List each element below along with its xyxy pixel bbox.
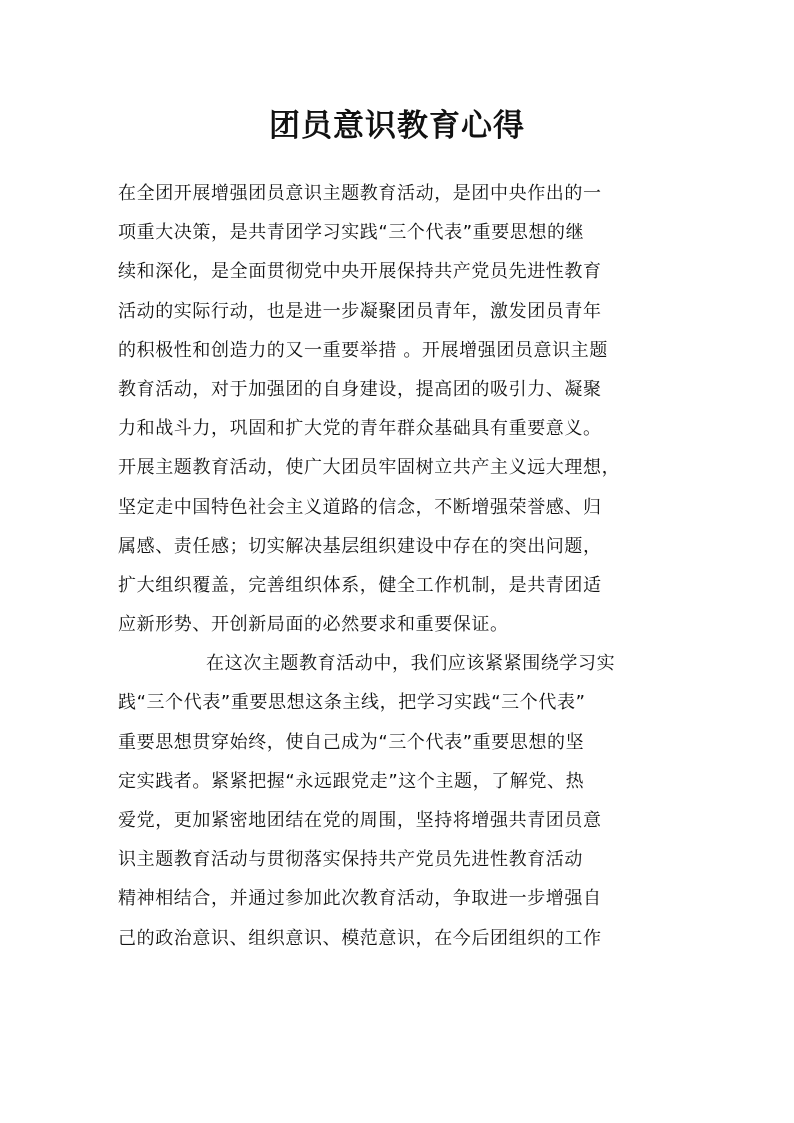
paragraph-start-line: 在这次主题教育活动中，我们应该紧紧围绕学习实 xyxy=(206,653,616,675)
body-line: 的积极性和创造力的又一重要举措 。开展增强团员意识主题 xyxy=(118,339,608,361)
body-line: 爱党，更加紧密地团结在党的周围，坚持将增强共青团员意 xyxy=(118,810,602,831)
body-line: 教育活动，对于加强团的自身建设，提高团的吸引力、凝聚 xyxy=(118,378,602,400)
body-line: 重要思想贯穿始终，使自己成为“三个代表”重要思想的坚 xyxy=(118,731,585,753)
body-line: 在全团开展增强团员意识主题教育活动，是团中央作出的一 xyxy=(118,183,602,204)
body-line: 续和深化，是全面贯彻党中央开展保持共产党员先进性教育 xyxy=(118,261,602,283)
body-line: 坚定走中国特色社会主义道路的信念，不断增强荣誉感、归 xyxy=(118,496,602,518)
body-line: 活动的实际行动，也是进一步凝聚团员青年，激发团员青年 xyxy=(118,300,602,322)
document-body xyxy=(118,174,688,958)
body-line: 践“三个代表”重要思想这条主线，把学习实践“三个代表” xyxy=(118,692,586,714)
body-line: 项重大决策，是共青团学习实践“三个代表”重要思想的继 xyxy=(118,222,585,244)
body-line: 应新形势、开创新局面的必然要求和重要保证。 xyxy=(118,614,509,636)
body-line: 定实践者。紧紧把握“永远跟党走”这个主题，了解党、热 xyxy=(118,770,585,792)
body-line: 精神相结合，并通过参加此次教育活动，争取进一步增强自 xyxy=(118,888,602,910)
body-line: 识主题教育活动与贯彻落实保持共产党员先进性教育活动 xyxy=(118,849,583,871)
body-line: 力和战斗力，巩固和扩大党的青年群众基础具有重要意义。 xyxy=(118,418,602,440)
document-title: 团员意识教育心得 xyxy=(269,108,525,144)
body-line: 开展主题教育活动，使广大团员牢固树立共产主义远大理想， xyxy=(118,457,621,479)
body-line: 属感、责任感；切实解决基层组织建设中存在的突出问题， xyxy=(118,535,602,557)
body-line: 己的政治意识、组织意识、模范意识，在今后团组织的工作 xyxy=(118,927,602,949)
body-line: 扩大组织覆盖，完善组织体系，健全工作机制，是共青团适 xyxy=(118,574,602,596)
